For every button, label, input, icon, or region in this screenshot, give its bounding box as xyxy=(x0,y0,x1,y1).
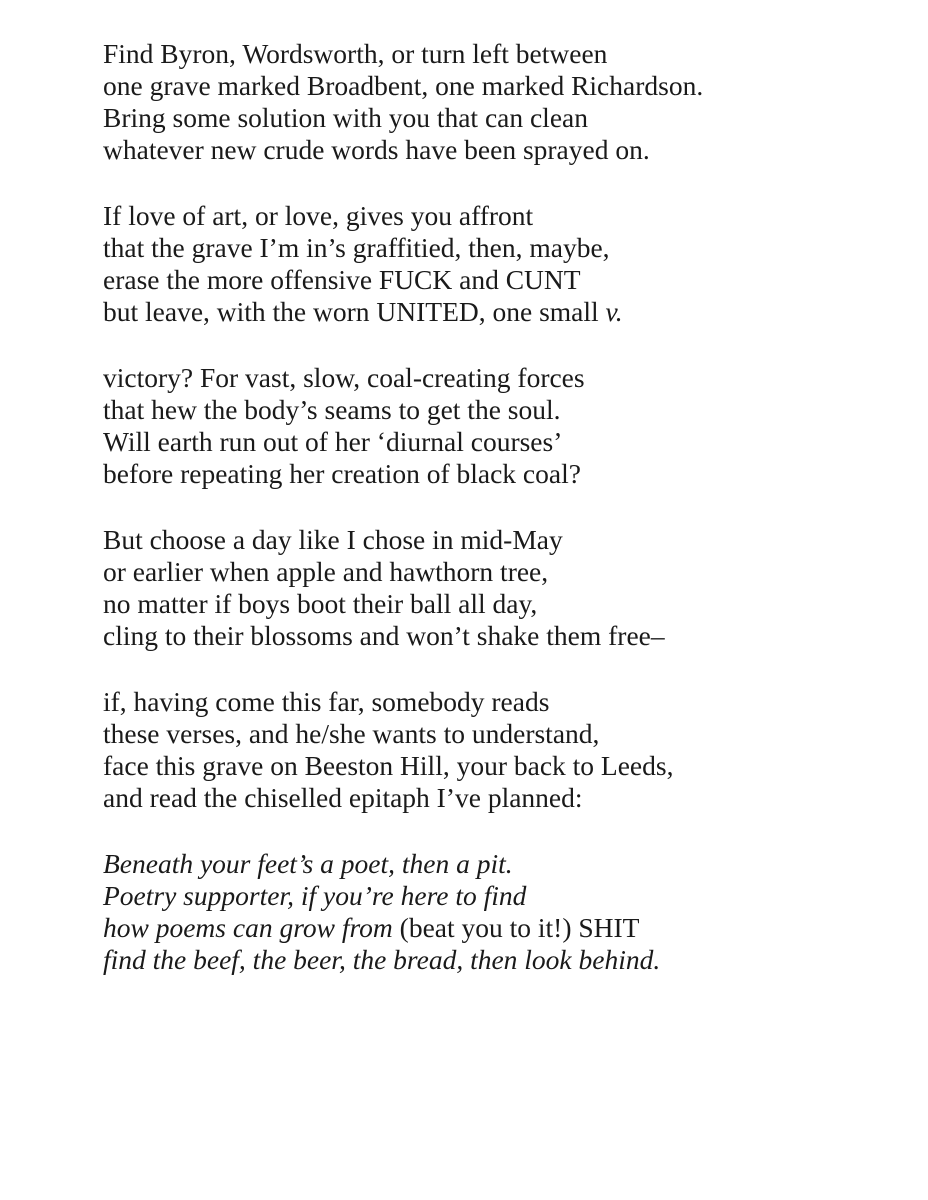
line-text: but leave, with the worn UNITED, one small xyxy=(103,296,606,327)
roman-text: (beat you to it!) SHIT xyxy=(399,912,640,943)
italic-text: how poems can grow from xyxy=(103,912,400,943)
poem-line: whatever new crude words have been sprayed on. xyxy=(103,134,650,165)
poem-line: that the grave I’m in’s graffitied, then, maybe, xyxy=(103,232,610,263)
epitaph-line: find the beef, the beer, the bread, then look behind. xyxy=(103,944,661,975)
stanza-5 xyxy=(103,686,903,814)
epitaph-line: Beneath your feet’s a poet, then a pit. xyxy=(103,848,513,879)
stanza-4 xyxy=(103,524,903,652)
poem-line: Find Byron, Wordsworth, or turn left between xyxy=(103,38,608,69)
poem-line: If love of art, or love, gives you affront xyxy=(103,200,534,231)
poem-line: before repeating her creation of black coal? xyxy=(103,458,581,489)
epitaph-line xyxy=(103,912,903,944)
poem-line: one grave marked Broadbent, one marked Richardson. xyxy=(103,70,704,101)
poem-line: face this grave on Beeston Hill, your back to Leeds, xyxy=(103,750,674,781)
poem-line: But choose a day like I chose in mid-May xyxy=(103,524,563,555)
poem-line: these verses, and he/she wants to understand, xyxy=(103,718,600,749)
poem-line: no matter if boys boot their ball all day, xyxy=(103,588,538,619)
poem-line: erase the more offensive FUCK and CUNT xyxy=(103,264,581,295)
stanza-3 xyxy=(103,362,903,490)
poem-line: Will earth run out of her ‘diurnal courses’ xyxy=(103,426,563,457)
italic-v: v. xyxy=(605,296,623,327)
stanza-6-epitaph xyxy=(103,848,903,976)
poem-line: if, having come this far, somebody reads xyxy=(103,686,550,717)
poem-line: Bring some solution with you that can clean xyxy=(103,102,588,133)
poem-line: victory? For vast, slow, coal-creating forces xyxy=(103,362,585,393)
poem-line: cling to their blossoms and won’t shake them free– xyxy=(103,620,665,651)
stanza-2 xyxy=(103,200,903,328)
poem-line: and read the chiselled epitaph I’ve planned: xyxy=(103,782,583,813)
poem-line: that hew the body’s seams to get the soul. xyxy=(103,394,561,425)
epitaph-line: Poetry supporter, if you’re here to find xyxy=(103,880,527,911)
poem xyxy=(103,38,903,1010)
poem-line xyxy=(103,296,903,328)
stanza-1 xyxy=(103,38,903,166)
poem-line: or earlier when apple and hawthorn tree, xyxy=(103,556,549,587)
